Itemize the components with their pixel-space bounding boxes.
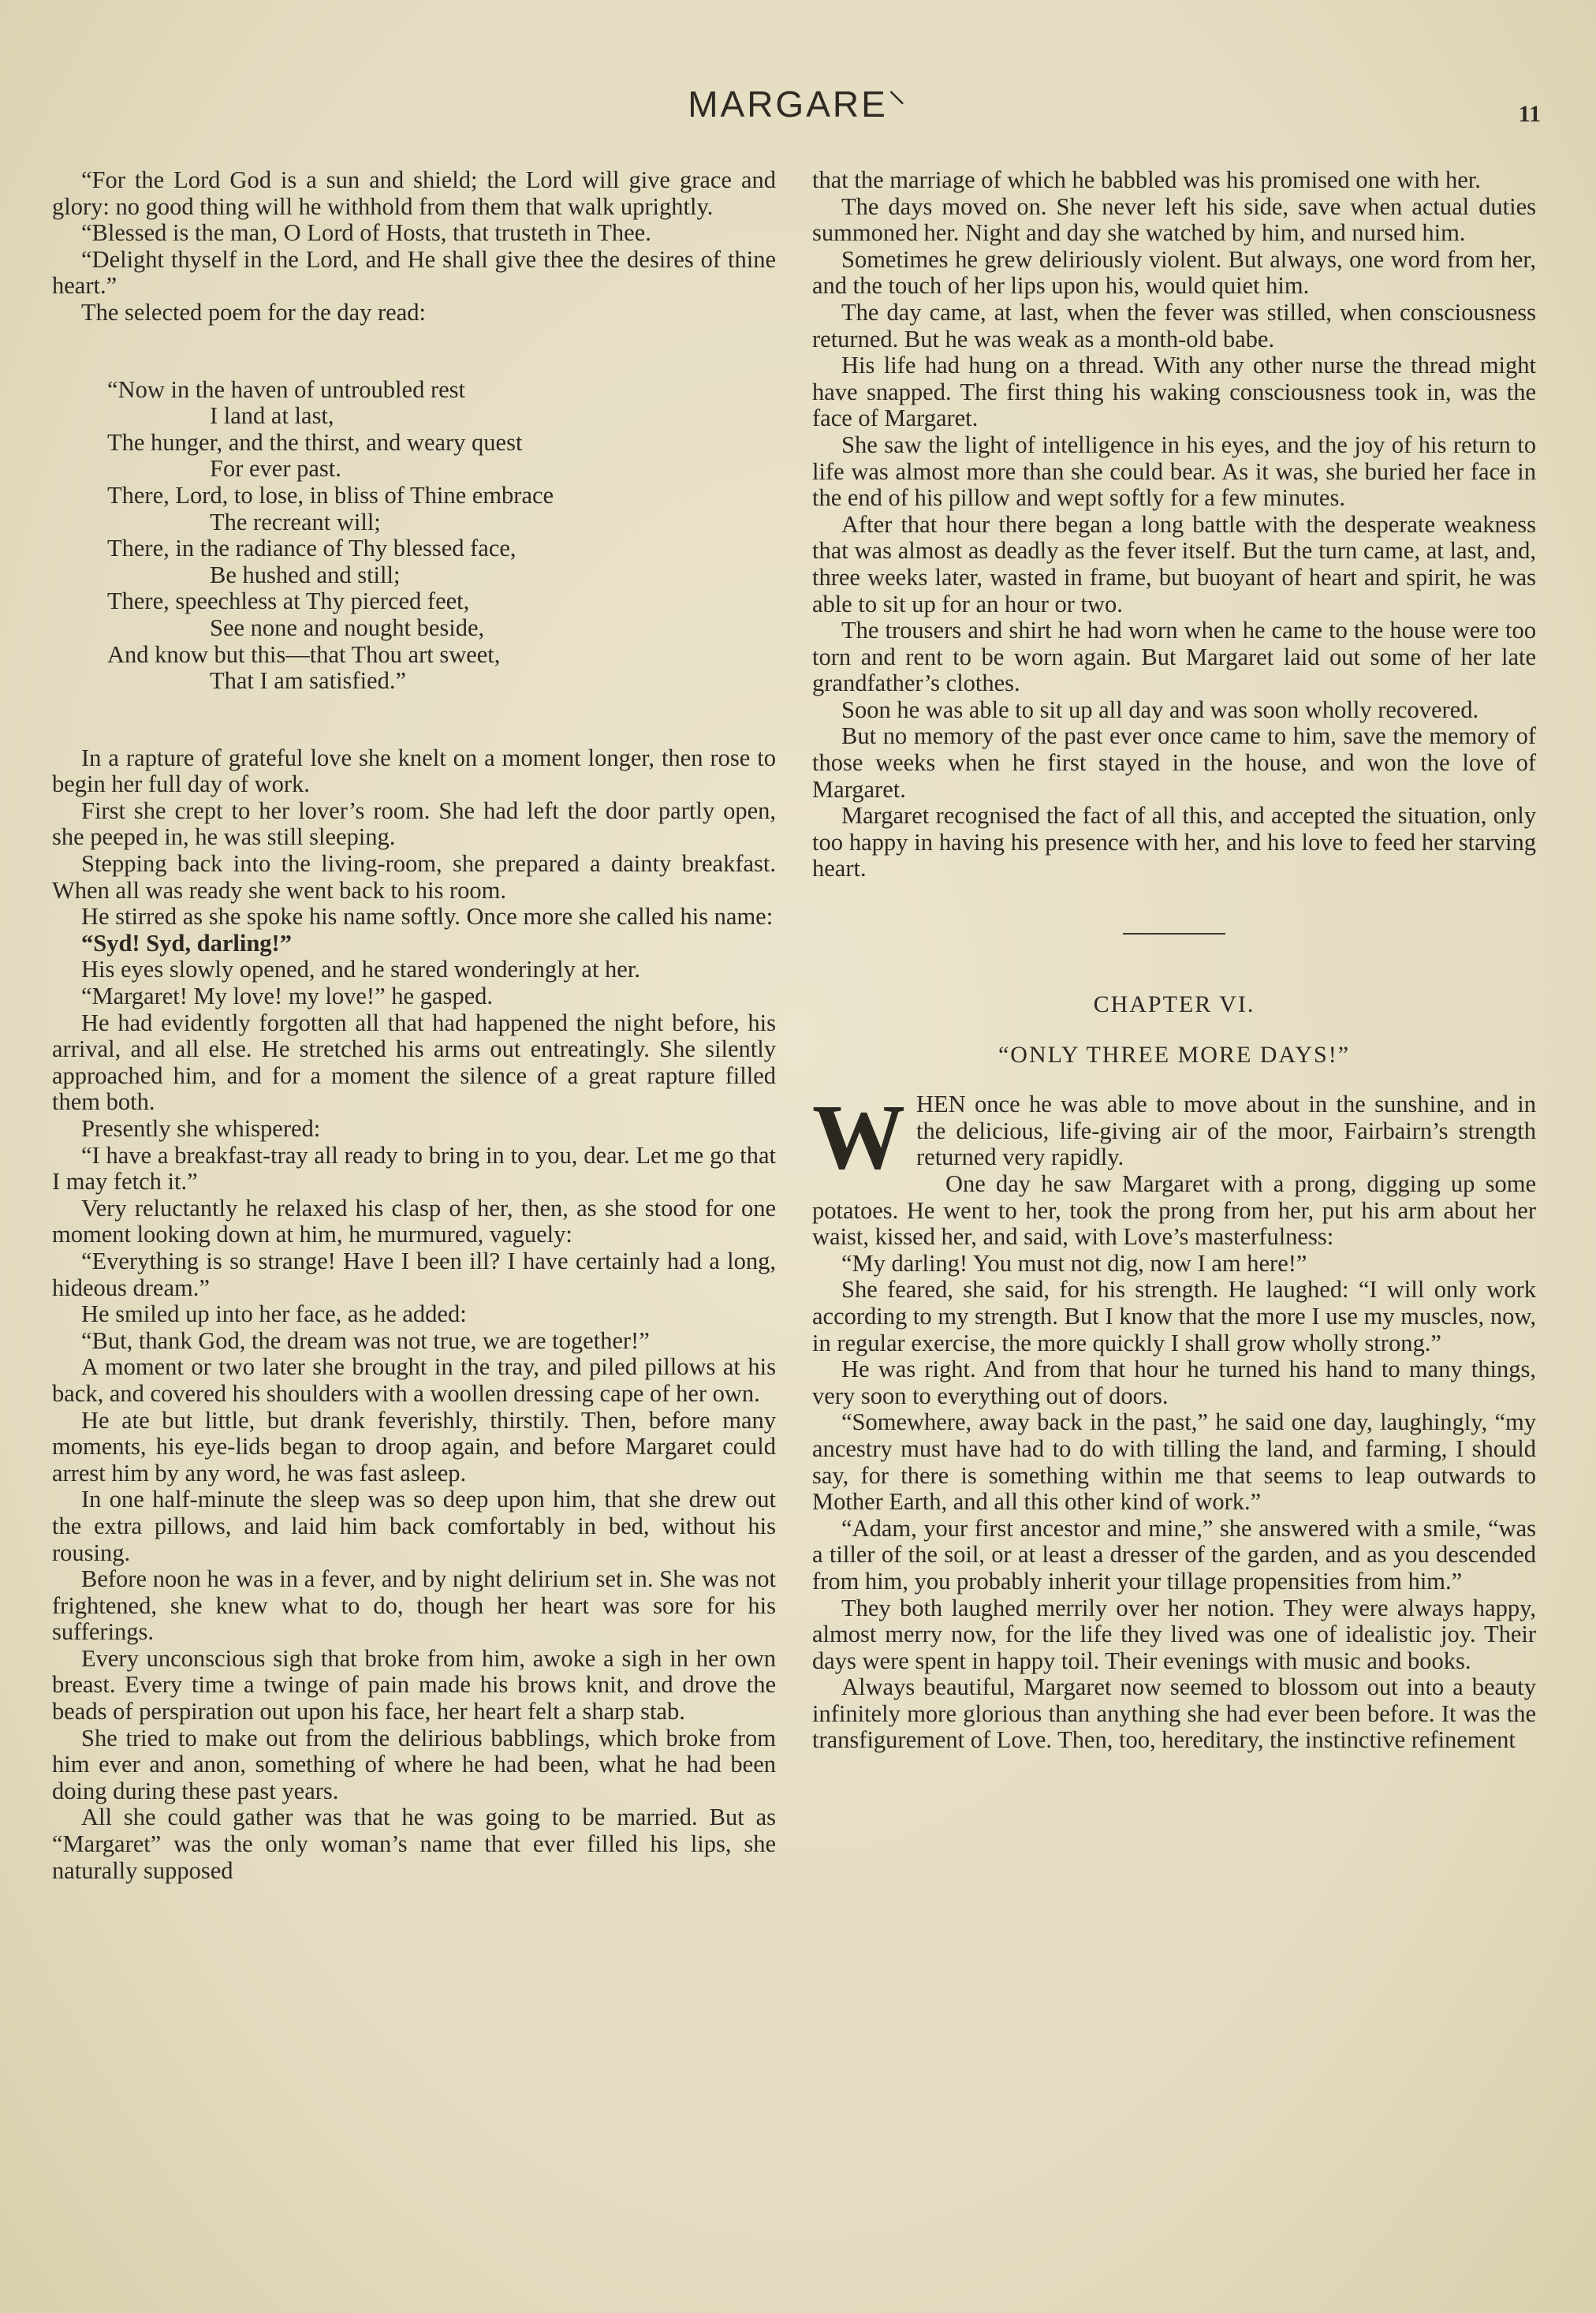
paragraph: “Somewhere, away back in the past,” he said one day, laughingly, “my ancestry must have had to do with tilling the land, and farming, I should say, for there is something within me that seems to leap outwards to Mother Earth, and all this other kind of work.” <box>812 1408 1536 1516</box>
paragraph: that the marriage of which he babbled was his promised one with her. <box>812 166 1481 193</box>
running-title: MARGARE⸌ <box>688 84 908 125</box>
paragraph: He smiled up into her face, as he added: <box>81 1300 467 1328</box>
paragraph: “My darling! You must not dig, now I am here!” <box>841 1249 1307 1277</box>
right-column <box>812 167 1536 1754</box>
paragraph: He had evidently forgotten all that had happened the night before, his arrival, and all else. He stretched his arms out entreatingly. She silently approached him, and for a moment the silence of a great rapture filled them both. <box>52 1009 776 1116</box>
paragraph: Margaret recognised the fact of all this, and accepted the situation, only too happy in having his presence with her, and his love to feed her starving heart. <box>812 802 1536 882</box>
paragraph: In one half-minute the sleep was so deep upon him, that she drew out the extra pillows, and laid him back comfortably in bed, without his rousing. <box>52 1486 776 1566</box>
poem-line: For ever past. <box>210 455 341 483</box>
paragraph: Always beautiful, Margaret now seemed to blossom out into a beauty infinitely more glorious than anything she had ever been before. It was the transfigurement of Love. Then, too, hereditary, the instinctive refinement <box>812 1673 1536 1754</box>
chapter-title: “ONLY THREE MORE DAYS!” <box>998 1041 1351 1068</box>
page-number: 11 <box>1518 101 1541 127</box>
paragraph: The days moved on. She never left his side, save when actual duties summoned her. Night and day she watched by him, and nursed him. <box>812 192 1536 247</box>
paragraph: “But, thank God, the dream was not true, we are together!” <box>81 1326 650 1354</box>
paragraph: “I have a breakfast-tray all ready to bring in to you, dear. Let me go that I may fetch it.” <box>52 1141 776 1196</box>
poem-line: I land at last, <box>210 402 334 430</box>
paragraph: She saw the light of intelligence in his eyes, and the joy of his return to life was almost more than she could bear. As it was, she buried her face in the end of his pillow and wept softly for a few minutes. <box>812 431 1536 512</box>
paragraph: Very reluctantly he relaxed his clasp of her, then, as she stood for one moment looking down at him, he murmured, vaguely: <box>52 1194 776 1248</box>
paragraph: “Blessed is the man, O Lord of Hosts, that trusteth in Thee. <box>81 219 651 247</box>
poem-line: Be hushed and still; <box>210 561 401 588</box>
chapter-number: CHAPTER VI. <box>1093 991 1255 1018</box>
paragraph: After that hour there began a long battle with the desperate weakness that was almost as deadly as the fever itself. But the turn came, at last, and, three weeks later, wasted in frame, but buoyant of heart and spirit, he was able to sit up for an hour or two. <box>812 510 1536 617</box>
opening-text: HEN once he was able to move about in the sunshine, and in the delicious, life-giving air of the moor, Fairbairn’s strength returned very rapidly. <box>916 1091 1536 1171</box>
poem-line: “Now in the haven of untroubled rest <box>107 375 465 403</box>
paragraph: “Everything is so strange! Have I been ill? I have certainly had a long, hideous dream.” <box>52 1247 776 1301</box>
paragraph: “Delight thyself in the Lord, and He shall give thee the desires of thine heart.” <box>52 245 776 300</box>
poem-line: The hunger, and the thirst, and weary quest <box>107 428 523 456</box>
poem-line: There, in the radiance of Thy blessed face, <box>107 535 516 562</box>
paragraph: She tried to make out from the delirious babblings, which broke from him ever and anon, something of where he had been, what he had been doing during these past years. <box>52 1724 776 1804</box>
paragraph: She feared, she said, for his strength. He laughed: “I will only work according to my strength. But I know that the more I use my muscles, now, in regular exercise, the more quickly I shall grow wholly strong.” <box>812 1276 1536 1356</box>
paragraph: The day came, at last, when the fever was stilled, when consciousness returned. But he was weak as a month-old babe. <box>812 298 1536 353</box>
paragraph: But no memory of the past ever once came to him, save the memory of those weeks when he first stayed in the house, and won the love of Margaret. <box>812 722 1536 803</box>
paragraph: The selected poem for the day read: <box>81 298 426 326</box>
poem-line: The recreant will; <box>210 508 381 535</box>
poem-line: There, speechless at Thy pierced feet, <box>107 588 470 615</box>
paragraph: “Adam, your first ancestor and mine,” she answered with a smile, “was a tiller of the soil, or at least a dresser of the garden, and as you descended from him, you probably inherit your tillage propensities from him.” <box>812 1514 1536 1595</box>
drop-cap: W <box>812 1085 905 1189</box>
paragraph: A moment or two later she brought in the tray, and piled pillows at his back, and covered his shoulders with a woollen dressing cape of her own. <box>52 1353 776 1407</box>
poem-line: That I am satisfied.” <box>210 667 406 695</box>
paragraph: Stepping back into the living-room, she prepared a dainty breakfast. When all was ready she went back to his room. <box>52 850 776 904</box>
paragraph: He ate but little, but drank feverishly, thirstily. Then, before many moments, his eye-lids began to droop again, and before Margaret could arrest him by any word, he was fast asleep. <box>52 1406 776 1487</box>
paragraph: They both laughed merrily over her notion. They were always happy, almost merry now, for the life they lived was one of idealistic joy. Their days were spent in happy toil. Their evenings with music and books. <box>812 1594 1536 1674</box>
poem-line: See none and nought beside, <box>210 614 485 641</box>
paragraph: Soon he was able to sit up all day and was soon wholly recovered. <box>841 696 1479 723</box>
paragraph: “Margaret! My love! my love!” he gasped. <box>81 983 493 1010</box>
paragraph: The trousers and shirt he had worn when he came to the house were too torn and rent to be worn again. But Margaret laid out some of her late grandfather’s clothes. <box>812 617 1536 697</box>
paragraph: Presently she whispered: <box>81 1115 321 1142</box>
paragraph: “For the Lord God is a sun and shield; the Lord will give grace and glory: no good thing will he withhold from them that walk uprightly. <box>52 166 776 220</box>
paragraph: He stirred as she spoke his name softly. Once more she called his name: <box>81 903 774 931</box>
left-column <box>52 167 776 1884</box>
paragraph: Every unconscious sigh that broke from him, awoke a sigh in her own breast. Every time a twinge of pain made his brows knit, and drove the beads of perspiration out upon his face, her heart felt a sharp stab. <box>52 1644 776 1725</box>
paragraph: He was right. And from that hour he turned his hand to many things, very soon to everything out of doors. <box>812 1356 1536 1409</box>
paragraph: Before noon he was in a fever, and by night delirium set in. She was not frightened, she knew what to do, though her heart was sore for his sufferings. <box>52 1565 776 1646</box>
paragraph: “Syd! Syd, darling!” <box>81 929 292 957</box>
section-divider <box>1123 933 1225 935</box>
paragraph: His eyes slowly opened, and he stared wonderingly at her. <box>81 956 640 983</box>
opening-paragraph <box>812 1085 1536 1189</box>
poem-line: There, Lord, to lose, in bliss of Thine embrace <box>107 481 554 509</box>
paragraph: Sometimes he grew deliriously violent. But always, one word from her, and the touch of her lips upon his, would quiet him. <box>812 245 1536 300</box>
paragraph: First she crept to her lover’s room. She had left the door partly open, she peeped in, he was still sleeping. <box>52 796 776 851</box>
paragraph: In a rapture of grateful love she knelt on a moment longer, then rose to begin her full day of work. <box>52 744 776 798</box>
poem <box>107 377 776 695</box>
paragraph: His life had hung on a thread. With any other nurse the thread might have snapped. The first thing his waking consciousness took in, was the face of Margaret. <box>812 352 1536 432</box>
paragraph: One day he saw Margaret with a prong, digging up some potatoes. He went to her, took the prong from her, put his arm about her waist, kissed her, and said, with Love’s masterfulness: <box>812 1170 1536 1251</box>
poem-line: And know but this—that Thou art sweet, <box>107 640 501 668</box>
paragraph: All she could gather was that he was going to be married. But as “Margaret” was the only woman’s name that ever filled his lips, she naturally supposed <box>52 1804 776 1884</box>
